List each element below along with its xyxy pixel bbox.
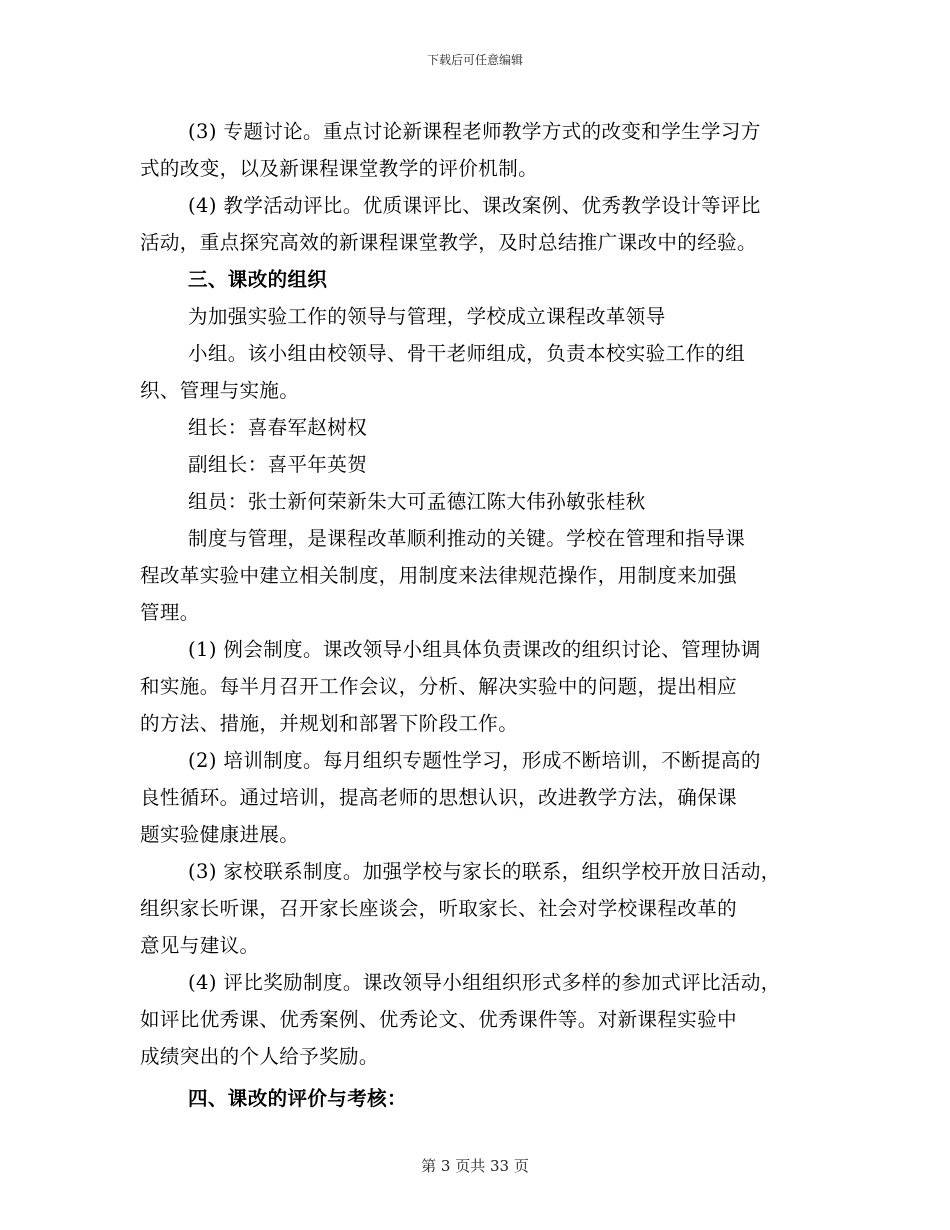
text-line: (4) 评比奖励制度。课改领导小组组织形式多样的参加式评比活动， [188,971,781,994]
text-line: 为加强实验工作的领导与管理，学校成立课程改革领导 [188,305,666,328]
text-line: (1) 例会制度。课改领导小组具体负责课改的组织讨论、管理协调 [188,638,761,661]
text-line: 意见与建议。 [140,934,260,957]
paragraph-home-school-system [140,853,820,964]
text-line: 制度与管理，是课程改革顺利推动的关键。学校在管理和指导课 [188,527,746,550]
text-line: 良性循环。通过培训，提高老师的思想认识，改进教学方法，确保课 [140,786,738,809]
paragraph-group-description [140,335,820,409]
vice-leader-line [140,446,820,483]
text-line: 的方法、措施，并规划和部署下阶段工作。 [140,712,519,735]
text-line: 如评比优秀课、优秀案例、优秀论文、优秀课件等。对新课程实验中 [140,1008,738,1031]
text-line: (3) 专题讨论。重点讨论新课程老师教学方式的改变和学生学习方 [188,120,761,143]
document-body [140,113,820,1117]
group-leader-line [140,409,820,446]
paragraph-meeting-system [140,631,820,742]
page-header: 下载后可任意编辑 [426,53,523,67]
paragraph-training-system [140,742,820,853]
text-line: 程改革实验中建立相关制度，用制度来法律规范操作，用制度来加强 [140,564,738,587]
group-members-line [140,483,820,520]
text-line: 织、管理与实施。 [140,379,300,402]
text-line: 式的改变，以及新课程课堂教学的评价机制。 [140,157,539,180]
text-line: 组织家长听课，召开家长座谈会，听取家长、社会对学校课程改革的 [140,897,738,920]
section-heading-organization: 三、课改的组织 [188,268,328,291]
text-line: 题实验健康进展。 [140,823,300,846]
text-line: 组长：喜春军赵树权 [188,416,368,439]
text-line: 管理。 [140,601,200,624]
paragraph-system-management [140,520,820,631]
text-line: 成绩突出的个人给予奖励。 [140,1045,379,1068]
text-line: (3) 家校联系制度。加强学校与家长的联系，组织学校开放日活动， [188,860,781,883]
text-line: 小组。该小组由校领导、骨干老师组成，负责本校实验工作的组 [188,342,746,365]
text-line: (2) 培训制度。每月组织专题性学习，形成不断培训，不断提高的 [188,749,761,772]
paragraph-seminar [140,113,820,187]
paragraph-award-system [140,964,820,1075]
section-heading-evaluation: 四、课改的评价与考核： [188,1087,407,1110]
text-line: 组员：张士新何荣新朱大可孟德江陈大伟孙敏张桂秋 [188,490,646,513]
page-footer: 第 3 页共 33 页 [421,1157,529,1175]
text-line: 活动，重点探究高效的新课程课堂教学，及时总结推广课改中的经验。 [140,231,757,254]
text-line: 副组长：喜平年英贺 [188,453,368,476]
text-line: (4) 教学活动评比。优质课评比、课改案例、优秀教学设计等评比 [188,194,761,217]
paragraph-leadership-intro [140,298,820,335]
text-line: 和实施。每半月召开工作会议，分析、解决实验中的问题，提出相应 [140,675,738,698]
paragraph-teaching-contest [140,187,820,261]
